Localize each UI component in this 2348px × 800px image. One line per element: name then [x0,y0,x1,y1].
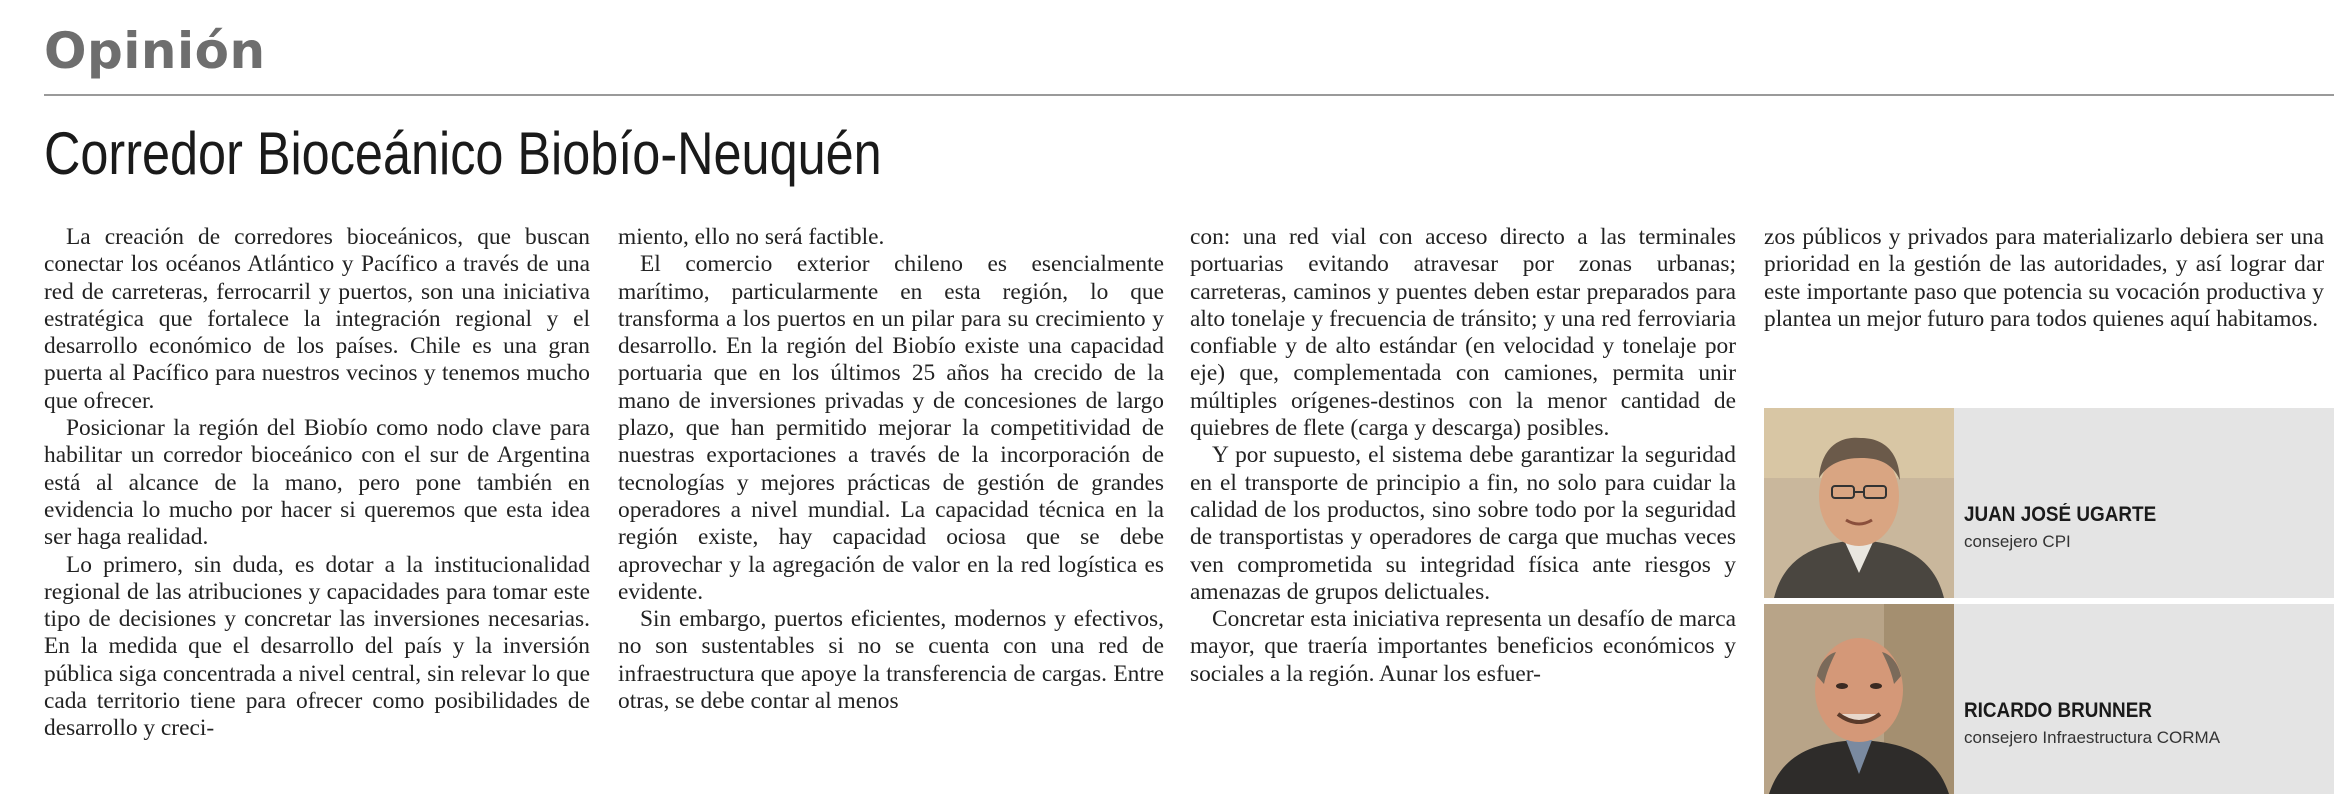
paragraph: Concretar esta iniciativa representa un desafío de marca mayor, que traería importantes beneficios económicos y sociales a la región. Aunar los esfuer- [1190,606,1736,687]
paragraph: Y por supuesto, el sistema debe garantizar la seguridad en el transporte de principio a fin, no solo para cuidar la calidad de los productos, sino sobre todo por la seguridad de transportistas y operadores de carga que muchas veces ven comprometida su integridad física ante riesgos y amenazas de grupos delictuales. [1190,442,1736,605]
author-photo [1764,408,1954,598]
paragraph: El comercio exterior chileno es esencialmente marítimo, particularmente en esta región, lo que transforma a los puertos en un pilar para su crecimiento y desarrollo. En la región del Biobío existe una capacidad portuaria que en los últimos 25 años ha crecido de la mano de inversiones privadas y de concesiones de largo plazo, que han permitido mejorar la competitividad de nuestras exportaciones a través de la incorporación de tecnologías y mejores prácticas de gestión de grandes operadores a nivel mundial. La capacidad técnica en la región existe, hay capacidad ociosa que se debe aprovechar y la agregación de valor en la red logística es evidente. [618,251,1164,605]
article-headline: Corredor Bioceánico Biobío-Neuquén [44,120,882,187]
author-photo [1764,604,1954,794]
author-name: RICARDO BRUNNER [1964,699,2152,722]
paragraph: Posicionar la región del Biobío como nodo clave para habilitar un corredor bioceánico con el sur de Argentina está al alcance de la mano, pero pone también en evidencia lo mucho por hacer si queremos que esta idea ser haga realidad. [44,415,590,551]
article-column-4 [1764,224,2324,333]
author-card [1764,604,2334,794]
author-card [1764,408,2334,598]
author-portrait-icon [1764,604,1954,794]
paragraph: miento, ello no será factible. [618,224,885,250]
paragraph: zos públicos y privados para materializarlo debiera ser una prioridad en la gestión de las autoridades, y así lograr dar este importante paso que potencia su vocación productiva y plantea un mejor futuro para todos quienes aquí habitamos. [1764,224,2324,332]
section-label: Opinión [44,22,266,80]
article-column-1 [44,224,590,743]
author-role: consejero Infraestructura CORMA [1964,728,2221,747]
paragraph: Sin embargo, puertos eficientes, modernos y efectivos, no son sustentables si no se cuenta con una red de infraestructura que apoye la transferencia de cargas. Entre otras, se debe contar al menos [618,606,1164,715]
author-portrait-icon [1764,408,1954,598]
article-column-2 [618,224,1164,715]
paragraph: con: una red vial con acceso directo a las terminales portuarias evitando atravesar por zonas urbanas; carreteras, caminos y puentes deben estar preparados para alto tonelaje y frecuencia de tránsito; y una red ferroviaria confiable y de alto estándar (en velocidad y tonelaje por eje) que, complementada con camiones, permita unir múltiples orígenes-destinos con la menor cantidad de quiebres de flete (carga y descarga) posibles. [1190,224,1736,442]
author-name: JUAN JOSÉ UGARTE [1964,503,2157,526]
author-role: consejero CPI [1964,532,2071,551]
paragraph: La creación de corredores bioceánicos, que buscan conectar los océanos Atlántico y Pacífico a través de una red de carreteras, ferrocarril y puertos, son una iniciativa estratégica que fortalece la integración regional y el desarrollo económico de los países. Chile es una gran puerta al Pacífico para nuestros vecinos y tenemos mucho que ofrecer. [44,224,590,414]
article-column-3 [1190,224,1736,688]
section-divider [44,94,2334,96]
paragraph: Lo primero, sin duda, es dotar a la institucionalidad regional de las atribuciones y capacidades para tomar este tipo de decisiones y concretar las inversiones necesarias. En la medida que el desarrollo del país y la inversión pública siga concentrada a nivel central, sin relevar lo que cada territorio tiene para ofrecer como posibilidades de desarrollo y creci- [44,551,590,742]
